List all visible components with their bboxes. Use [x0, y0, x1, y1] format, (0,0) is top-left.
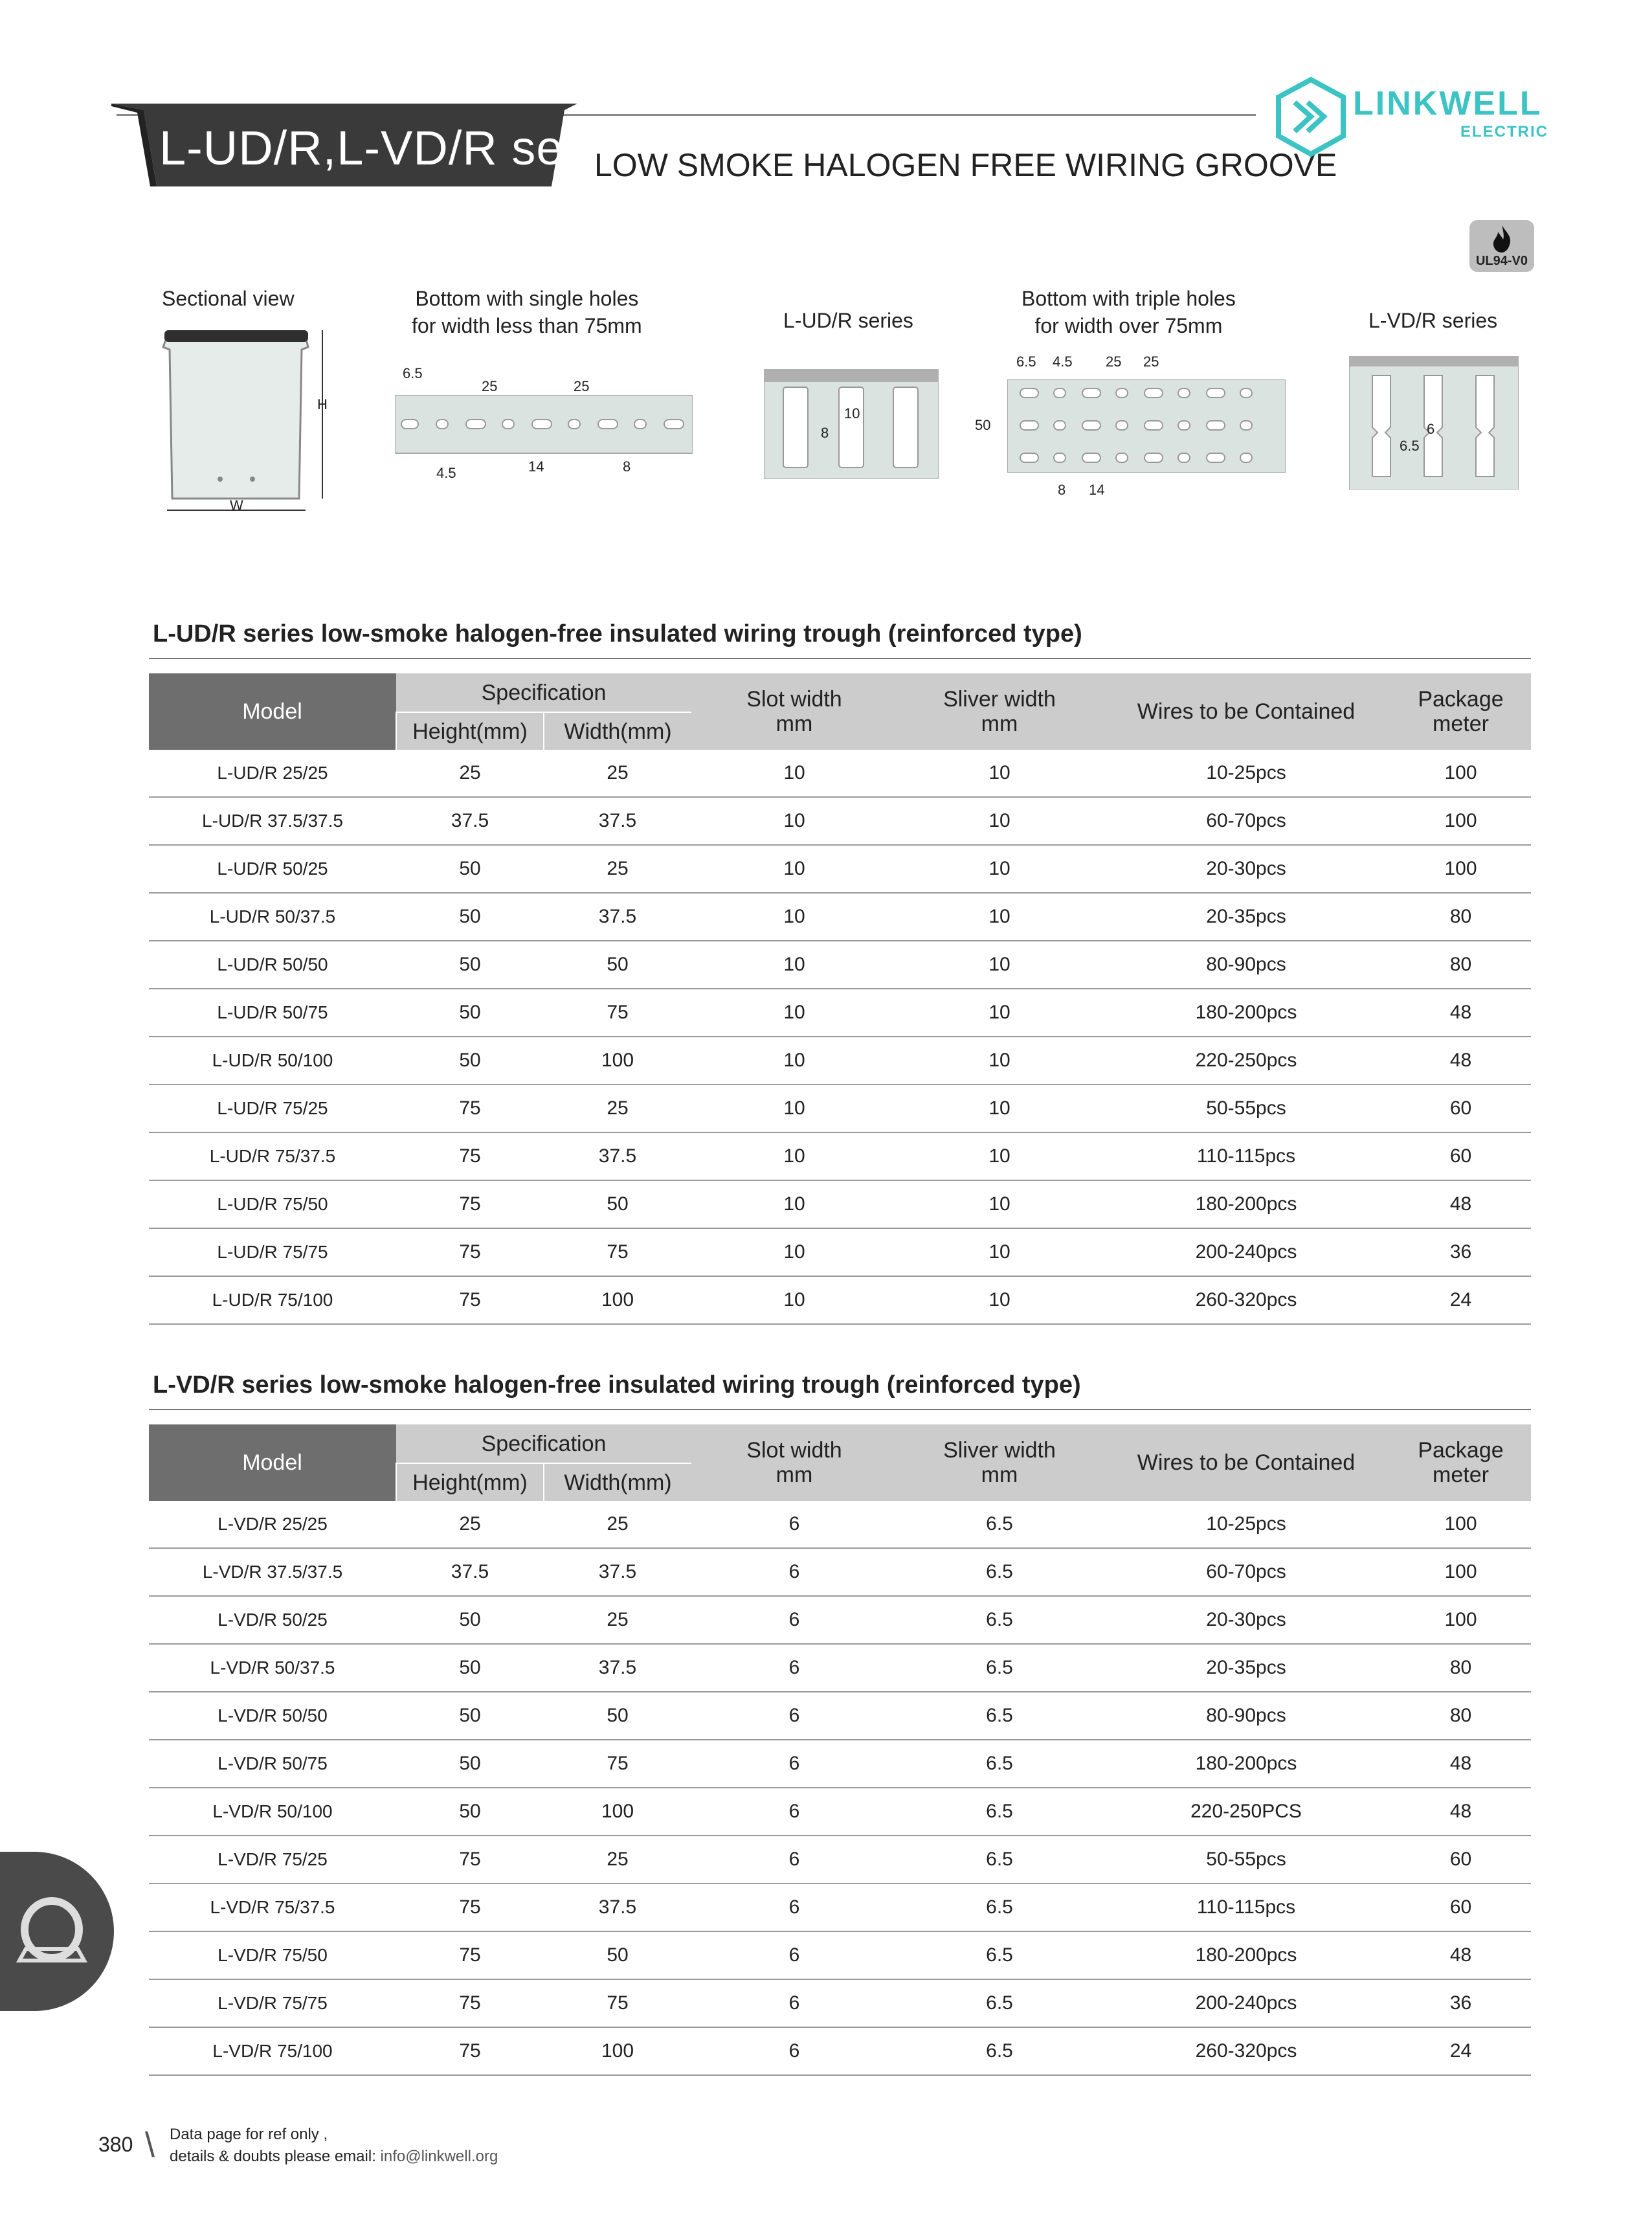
- height-cell: 75: [396, 1836, 544, 1883]
- width-cell: 37.5: [544, 893, 691, 941]
- slot-cell: 6: [691, 2027, 897, 2075]
- dim-w: W: [230, 497, 243, 513]
- sliver-cell: 10: [897, 1276, 1102, 1324]
- height-cell: 50: [396, 941, 544, 989]
- width-cell: 37.5: [544, 1548, 691, 1596]
- slot-cell: 6: [691, 1740, 897, 1788]
- wires-cell: 20-30pcs: [1102, 845, 1390, 893]
- table-row: [149, 1644, 1531, 1692]
- triple-holes-caption: [1021, 285, 1236, 339]
- sliver-cell: 6.5: [897, 1979, 1102, 2027]
- ud-table-body: [149, 750, 1531, 1324]
- flame-icon: [1469, 220, 1534, 256]
- height-cell: 50: [396, 1788, 544, 1836]
- wires-cell: 180-200pcs: [1102, 989, 1390, 1037]
- page-number: 380: [98, 2133, 133, 2156]
- th-width: Width(mm): [544, 1463, 691, 1501]
- height-cell: 75: [396, 1085, 544, 1132]
- wires-cell: 180-200pcs: [1102, 1931, 1390, 1979]
- model-cell: L-UD/R 75/100: [149, 1276, 396, 1324]
- table-row: [149, 750, 1531, 797]
- single-dim-2: 25: [482, 378, 498, 394]
- sliver-cell: 10: [897, 845, 1102, 893]
- ud-series-caption: L-UD/R series: [783, 309, 913, 332]
- ud-table-title: L-UD/R series low-smoke halogen-free insulated wiring trough (reinforced type): [153, 620, 1082, 647]
- wires-cell: 200-240pcs: [1102, 1979, 1390, 2027]
- th-width: Width(mm): [544, 712, 691, 750]
- width-cell: 25: [544, 1836, 691, 1883]
- width-cell: 50: [544, 1931, 691, 1979]
- model-cell: L-VD/R 37.5/37.5: [149, 1548, 396, 1596]
- sliver-cell: 6.5: [897, 1644, 1102, 1692]
- model-cell: L-UD/R 50/37.5: [149, 893, 396, 941]
- wires-cell: 260-320pcs: [1102, 1276, 1390, 1324]
- package-cell: 100: [1390, 1501, 1531, 1548]
- page-subtitle: LOW SMOKE HALOGEN FREE WIRING GROOVE: [594, 147, 1337, 183]
- th-height: Height(mm): [396, 1463, 544, 1501]
- sliver-cell: 6.5: [897, 1788, 1102, 1836]
- vd-spec-table: [149, 1424, 1531, 2076]
- slot-cell: 10: [691, 797, 897, 845]
- slot-cell: 6: [691, 1692, 897, 1740]
- slot-cell: 6: [691, 1644, 897, 1692]
- ud-table-rule: [149, 658, 1531, 659]
- package-cell: 100: [1390, 797, 1531, 845]
- slot-cell: 6: [691, 1596, 897, 1644]
- slot-cell: 10: [691, 941, 897, 989]
- triple-dim-4: 25: [1143, 354, 1159, 370]
- sliver-cell: 6.5: [897, 1883, 1102, 1931]
- width-cell: 25: [544, 1596, 691, 1644]
- triple-dim-7: 14: [1089, 482, 1105, 498]
- height-cell: 50: [396, 989, 544, 1037]
- model-cell: L-UD/R 37.5/37.5: [149, 797, 396, 845]
- package-cell: 24: [1390, 1276, 1531, 1324]
- height-cell: 75: [396, 1883, 544, 1931]
- table-row: [149, 1548, 1531, 1596]
- slot-cell: 10: [691, 1276, 897, 1324]
- triple-dim-5: 50: [975, 417, 991, 433]
- vd-table-rule: [149, 1409, 1531, 1410]
- model-cell: L-UD/R 50/50: [149, 941, 396, 989]
- height-cell: 37.5: [396, 1548, 544, 1596]
- ud-spec-table: [149, 673, 1531, 1325]
- slot-cell: 6: [691, 1788, 897, 1836]
- model-cell: L-UD/R 25/25: [149, 750, 396, 797]
- package-cell: 100: [1390, 1596, 1531, 1644]
- slot-cell: 6: [691, 1979, 897, 2027]
- single-dim-6: 8: [623, 458, 631, 475]
- model-cell: L-UD/R 50/25: [149, 845, 396, 893]
- page-title: L-UD/R,L-VD/R series: [159, 121, 643, 175]
- ud-dim-1: 10: [844, 405, 860, 422]
- table-row: [149, 2027, 1531, 2075]
- model-cell: L-UD/R 75/25: [149, 1085, 396, 1132]
- table-row: [149, 1931, 1531, 1979]
- wires-cell: 10-25pcs: [1102, 1501, 1390, 1548]
- package-cell: 60: [1390, 1883, 1531, 1931]
- width-cell: 25: [544, 845, 691, 893]
- footer-line1: Data page for ref only ,: [170, 2126, 328, 2143]
- wires-cell: 50-55pcs: [1102, 1085, 1390, 1132]
- single-holes-caption: [412, 285, 642, 339]
- sectional-view-diagram: [155, 324, 350, 518]
- table-row: [149, 1501, 1531, 1548]
- model-cell: L-VD/R 75/37.5: [149, 1883, 396, 1931]
- sliver-cell: 10: [897, 1132, 1102, 1180]
- table-row: [149, 1596, 1531, 1644]
- width-cell: 75: [544, 1979, 691, 2027]
- vd-table-title: L-VD/R series low-smoke halogen-free insulated wiring trough (reinforced type): [153, 1371, 1081, 1399]
- model-cell: L-UD/R 50/100: [149, 1037, 396, 1085]
- triple-holes-caption-2: for width over 75mm: [1034, 314, 1223, 337]
- table-row: [149, 1836, 1531, 1883]
- th-specification: Specification: [396, 1424, 691, 1463]
- package-cell: 48: [1390, 1180, 1531, 1228]
- wires-cell: 180-200pcs: [1102, 1740, 1390, 1788]
- model-cell: L-VD/R 50/37.5: [149, 1644, 396, 1692]
- model-cell: L-UD/R 75/50: [149, 1180, 396, 1228]
- package-cell: 48: [1390, 1740, 1531, 1788]
- wires-cell: 220-250pcs: [1102, 1037, 1390, 1085]
- triple-dim-2: 4.5: [1053, 354, 1073, 370]
- package-cell: 80: [1390, 893, 1531, 941]
- vd-series-caption: L-VD/R series: [1368, 309, 1498, 332]
- sliver-cell: 6.5: [897, 1836, 1102, 1883]
- table-row: [149, 1979, 1531, 2027]
- table-row: [149, 941, 1531, 989]
- triple-holes-caption-1: Bottom with triple holes: [1021, 287, 1236, 310]
- package-cell: 80: [1390, 1644, 1531, 1692]
- slot-cell: 6: [691, 1931, 897, 1979]
- th-wires: Wires to be Contained: [1102, 1424, 1390, 1501]
- model-cell: L-VD/R 50/50: [149, 1692, 396, 1740]
- width-cell: 37.5: [544, 1644, 691, 1692]
- height-cell: 75: [396, 1132, 544, 1180]
- brand-name: LINKWELL: [1353, 85, 1543, 122]
- width-cell: 37.5: [544, 797, 691, 845]
- model-cell: L-VD/R 50/75: [149, 1740, 396, 1788]
- vd-table-body: [149, 1501, 1531, 2075]
- package-cell: 48: [1390, 1037, 1531, 1085]
- table-row: [149, 1132, 1531, 1180]
- table-row: [149, 1276, 1531, 1324]
- height-cell: 25: [396, 1501, 544, 1548]
- triple-dim-6: 8: [1058, 482, 1066, 498]
- clamp-product-icon: [0, 1852, 110, 2011]
- height-cell: 37.5: [396, 797, 544, 845]
- footer-note: [170, 2124, 498, 2168]
- sliver-cell: 6.5: [897, 1548, 1102, 1596]
- vd-dim-1: 6: [1427, 421, 1435, 437]
- single-holes-caption-1: Bottom with single holes: [415, 287, 639, 310]
- slot-cell: 10: [691, 1132, 897, 1180]
- width-cell: 37.5: [544, 1883, 691, 1931]
- ul94-badge-text: UL94-V0: [1475, 254, 1528, 268]
- table-row: [149, 797, 1531, 845]
- wires-cell: 60-70pcs: [1102, 1548, 1390, 1596]
- package-cell: 80: [1390, 941, 1531, 989]
- height-cell: 50: [396, 1740, 544, 1788]
- slot-cell: 10: [691, 1037, 897, 1085]
- slot-cell: 10: [691, 1085, 897, 1132]
- sliver-cell: 6.5: [897, 1501, 1102, 1548]
- package-cell: 100: [1390, 845, 1531, 893]
- th-package: Package meter: [1390, 1424, 1531, 1501]
- wires-cell: 60-70pcs: [1102, 797, 1390, 845]
- table-row: [149, 893, 1531, 941]
- sliver-cell: 10: [897, 989, 1102, 1037]
- footer-line2-prefix: details & doubts please email:: [170, 2148, 381, 2165]
- wires-cell: 50-55pcs: [1102, 1836, 1390, 1883]
- width-cell: 75: [544, 1740, 691, 1788]
- model-cell: L-VD/R 75/25: [149, 1836, 396, 1883]
- package-cell: 60: [1390, 1132, 1531, 1180]
- sliver-cell: 10: [897, 893, 1102, 941]
- single-dim-3: 25: [574, 378, 590, 394]
- table-row: [149, 845, 1531, 893]
- slot-cell: 10: [691, 893, 897, 941]
- th-package: Package meter: [1390, 673, 1531, 750]
- slot-cell: 6: [691, 1836, 897, 1883]
- package-cell: 36: [1390, 1979, 1531, 2027]
- slot-cell: 6: [691, 1501, 897, 1548]
- model-cell: L-UD/R 75/75: [149, 1228, 396, 1276]
- footer-email[interactable]: info@linkwell.org: [380, 2148, 498, 2165]
- width-cell: 100: [544, 1276, 691, 1324]
- side-product-tab: [0, 1852, 114, 2011]
- width-cell: 75: [544, 1228, 691, 1276]
- height-cell: 75: [396, 2027, 544, 2075]
- width-cell: 37.5: [544, 1132, 691, 1180]
- model-cell: L-VD/R 75/100: [149, 2027, 396, 2075]
- slot-cell: 10: [691, 1228, 897, 1276]
- th-model: Model: [149, 1424, 396, 1501]
- width-cell: 25: [544, 1085, 691, 1132]
- sliver-cell: 6.5: [897, 1596, 1102, 1644]
- width-cell: 100: [544, 1037, 691, 1085]
- single-holes-diagram: [395, 395, 693, 460]
- sliver-cell: 6.5: [897, 2027, 1102, 2075]
- width-cell: 100: [544, 1788, 691, 1836]
- sliver-cell: 10: [897, 1037, 1102, 1085]
- brand-sub: ELECTRIC: [1460, 123, 1548, 141]
- th-specification: Specification: [396, 673, 691, 712]
- package-cell: 60: [1390, 1085, 1531, 1132]
- model-cell: L-VD/R 25/25: [149, 1501, 396, 1548]
- vd-dim-2: 6.5: [1400, 438, 1420, 454]
- package-cell: 24: [1390, 2027, 1531, 2075]
- width-cell: 50: [544, 1180, 691, 1228]
- single-dim-1: 6.5: [403, 365, 423, 381]
- sliver-cell: 10: [897, 750, 1102, 797]
- sliver-cell: 10: [897, 1180, 1102, 1228]
- model-cell: L-VD/R 50/25: [149, 1596, 396, 1644]
- package-cell: 100: [1390, 1548, 1531, 1596]
- package-cell: 48: [1390, 1931, 1531, 1979]
- sliver-cell: 10: [897, 1085, 1102, 1132]
- sliver-cell: 6.5: [897, 1692, 1102, 1740]
- height-cell: 50: [396, 845, 544, 893]
- slot-cell: 10: [691, 750, 897, 797]
- sliver-cell: 6.5: [897, 1931, 1102, 1979]
- height-cell: 50: [396, 1037, 544, 1085]
- table-row: [149, 1085, 1531, 1132]
- model-cell: L-UD/R 50/75: [149, 989, 396, 1037]
- th-sliver: Sliver width mm: [897, 673, 1102, 750]
- package-cell: 100: [1390, 750, 1531, 797]
- height-cell: 50: [396, 893, 544, 941]
- wires-cell: 20-35pcs: [1102, 1644, 1390, 1692]
- th-height: Height(mm): [396, 712, 544, 750]
- wires-cell: 20-35pcs: [1102, 893, 1390, 941]
- table-row: [149, 1788, 1531, 1836]
- sliver-cell: 10: [897, 797, 1102, 845]
- table-row: [149, 1037, 1531, 1085]
- package-cell: 48: [1390, 989, 1531, 1037]
- table-row: [149, 1228, 1531, 1276]
- th-slot: Slot width mm: [691, 1424, 897, 1501]
- sliver-cell: 6.5: [897, 1740, 1102, 1788]
- package-cell: 36: [1390, 1228, 1531, 1276]
- height-cell: 50: [396, 1644, 544, 1692]
- th-wires: Wires to be Contained: [1102, 673, 1390, 750]
- model-cell: L-UD/R 75/37.5: [149, 1132, 396, 1180]
- ud-dim-2: 8: [821, 425, 829, 441]
- slot-cell: 10: [691, 1180, 897, 1228]
- package-cell: 60: [1390, 1836, 1531, 1883]
- package-cell: 80: [1390, 1692, 1531, 1740]
- height-cell: 50: [396, 1692, 544, 1740]
- height-cell: 75: [396, 1979, 544, 2027]
- sliver-cell: 10: [897, 1228, 1102, 1276]
- single-dim-4: 4.5: [436, 465, 456, 481]
- wires-cell: 110-115pcs: [1102, 1883, 1390, 1931]
- width-cell: 50: [544, 1692, 691, 1740]
- wires-cell: 80-90pcs: [1102, 941, 1390, 989]
- width-cell: 50: [544, 941, 691, 989]
- width-cell: 75: [544, 989, 691, 1037]
- width-cell: 25: [544, 1501, 691, 1548]
- table-row: [149, 989, 1531, 1037]
- wires-cell: 180-200pcs: [1102, 1180, 1390, 1228]
- height-cell: 75: [396, 1276, 544, 1324]
- triple-dim-1: 6.5: [1016, 354, 1036, 370]
- height-cell: 75: [396, 1931, 544, 1979]
- th-model: Model: [149, 673, 396, 750]
- height-cell: 75: [396, 1228, 544, 1276]
- model-cell: L-VD/R 50/100: [149, 1788, 396, 1836]
- wires-cell: 260-320pcs: [1102, 2027, 1390, 2075]
- wires-cell: 220-250PCS: [1102, 1788, 1390, 1836]
- table-row: [149, 1883, 1531, 1931]
- dim-h: H: [317, 396, 328, 412]
- single-holes-caption-2: for width less than 75mm: [412, 314, 642, 337]
- wires-cell: 110-115pcs: [1102, 1132, 1390, 1180]
- triple-holes-diagram: [1007, 379, 1286, 473]
- model-cell: L-VD/R 75/50: [149, 1931, 396, 1979]
- slot-cell: 10: [691, 845, 897, 893]
- width-cell: 25: [544, 750, 691, 797]
- single-dim-5: 14: [528, 458, 544, 475]
- th-slot: Slot width mm: [691, 673, 897, 750]
- table-row: [149, 1692, 1531, 1740]
- slot-cell: 10: [691, 989, 897, 1037]
- package-cell: 48: [1390, 1788, 1531, 1836]
- footer-slash: \: [145, 2126, 155, 2164]
- th-sliver: Sliver width mm: [897, 1424, 1102, 1501]
- ud-series-diagram: [764, 369, 939, 479]
- slot-cell: 6: [691, 1548, 897, 1596]
- height-cell: 50: [396, 1596, 544, 1644]
- wires-cell: 10-25pcs: [1102, 750, 1390, 797]
- wires-cell: 200-240pcs: [1102, 1228, 1390, 1276]
- triple-dim-3: 25: [1106, 354, 1122, 370]
- height-cell: 75: [396, 1180, 544, 1228]
- wires-cell: 80-90pcs: [1102, 1692, 1390, 1740]
- sectional-view-caption: Sectional view: [162, 287, 295, 310]
- model-cell: L-VD/R 75/75: [149, 1979, 396, 2027]
- width-cell: 100: [544, 2027, 691, 2075]
- table-row: [149, 1740, 1531, 1788]
- wires-cell: 20-30pcs: [1102, 1596, 1390, 1644]
- table-row: [149, 1180, 1531, 1228]
- slot-cell: 6: [691, 1883, 897, 1931]
- sliver-cell: 10: [897, 941, 1102, 989]
- height-cell: 25: [396, 750, 544, 797]
